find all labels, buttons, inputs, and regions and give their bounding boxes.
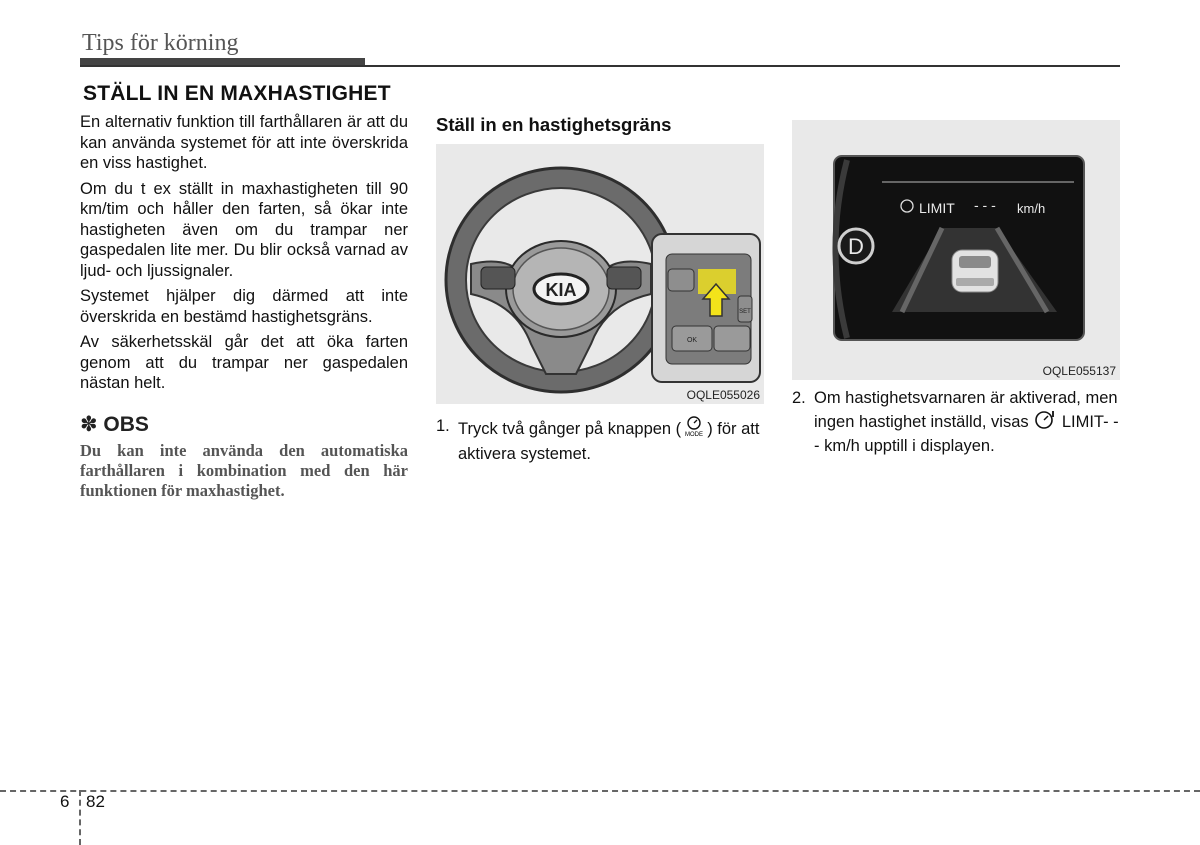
step-1 [436,416,764,464]
right-column [792,120,1120,457]
obs-title: ✽ OBS [80,412,149,436]
logo-text: KIA [545,280,577,300]
cluster-display-figure [792,120,1120,380]
step-2 [792,388,1120,457]
section-title: STÄLL IN EN MAXHASTIGHET [83,82,391,105]
figure-caption: OQLE055137 [1042,364,1116,378]
step-number: 2. [792,389,806,407]
left-column [80,82,408,501]
obs-body: Du kan inte använda den automatiska farthållaren i kombination med den här funktionen för maxhastighet. [80,440,408,500]
header-rule [80,65,1120,67]
speed-limit-mode-icon [681,416,707,444]
step-text-after: ) för att aktivera systemet. [458,420,760,463]
figure-caption: OQLE055026 [686,388,760,402]
middle-column [436,114,764,464]
footer-divider [79,790,81,845]
ok-button-label: OK [686,337,698,344]
chapter-number: 6 [60,792,70,811]
display-dashes: - - - [974,197,996,213]
page-header-title: Tips för körning [82,30,239,56]
paragraph-2: Om du t ex ställt in maxhastigheten till 90 km/tim och håller den farten, så ökar inte hastigheten även om du trampar ner gaspedalen lite mer. Du blir också varnad av ljud- och ljussignaler. [80,179,408,280]
paragraph-1: En alternativ funktion till farthållaren är att du kan använda systemet för att inte överskrida en viss hastighet. [80,113,408,172]
step-text-after: LIMIT- - - km/h upptill i displayen. [814,412,1119,455]
footer-rule [0,790,1200,792]
gear-indicator: D [848,234,864,259]
mode-icon-label: MODE [685,432,704,438]
page-number: 82 [86,792,105,811]
steering-wheel-figure [436,144,764,404]
set-button-label: SET [739,309,751,315]
step-text-before: Tryck två gånger på knappen ( [458,420,682,439]
display-unit: km/h [1017,201,1046,216]
cluster-display-illustration [792,120,1120,380]
speed-limit-icon [1033,409,1057,437]
paragraph-4: Av säkerhetsskäl går det att öka farten genom att du trampar ner gaspedalen nästan helt. [80,333,408,392]
steering-wheel-illustration [436,144,764,404]
step-text-before: Om hastighetsvarnaren är aktiverad, men ingen hastighet inställd, visas [814,389,1118,431]
display-limit-text: LIMIT [919,200,955,216]
step-number: 1. [436,417,450,435]
subsection-title: Ställ in en hastighetsgräns [436,114,672,135]
paragraph-3: Systemet hjälper dig därmed att inte överskrida en bestämd hastighetsgräns. [80,287,408,326]
